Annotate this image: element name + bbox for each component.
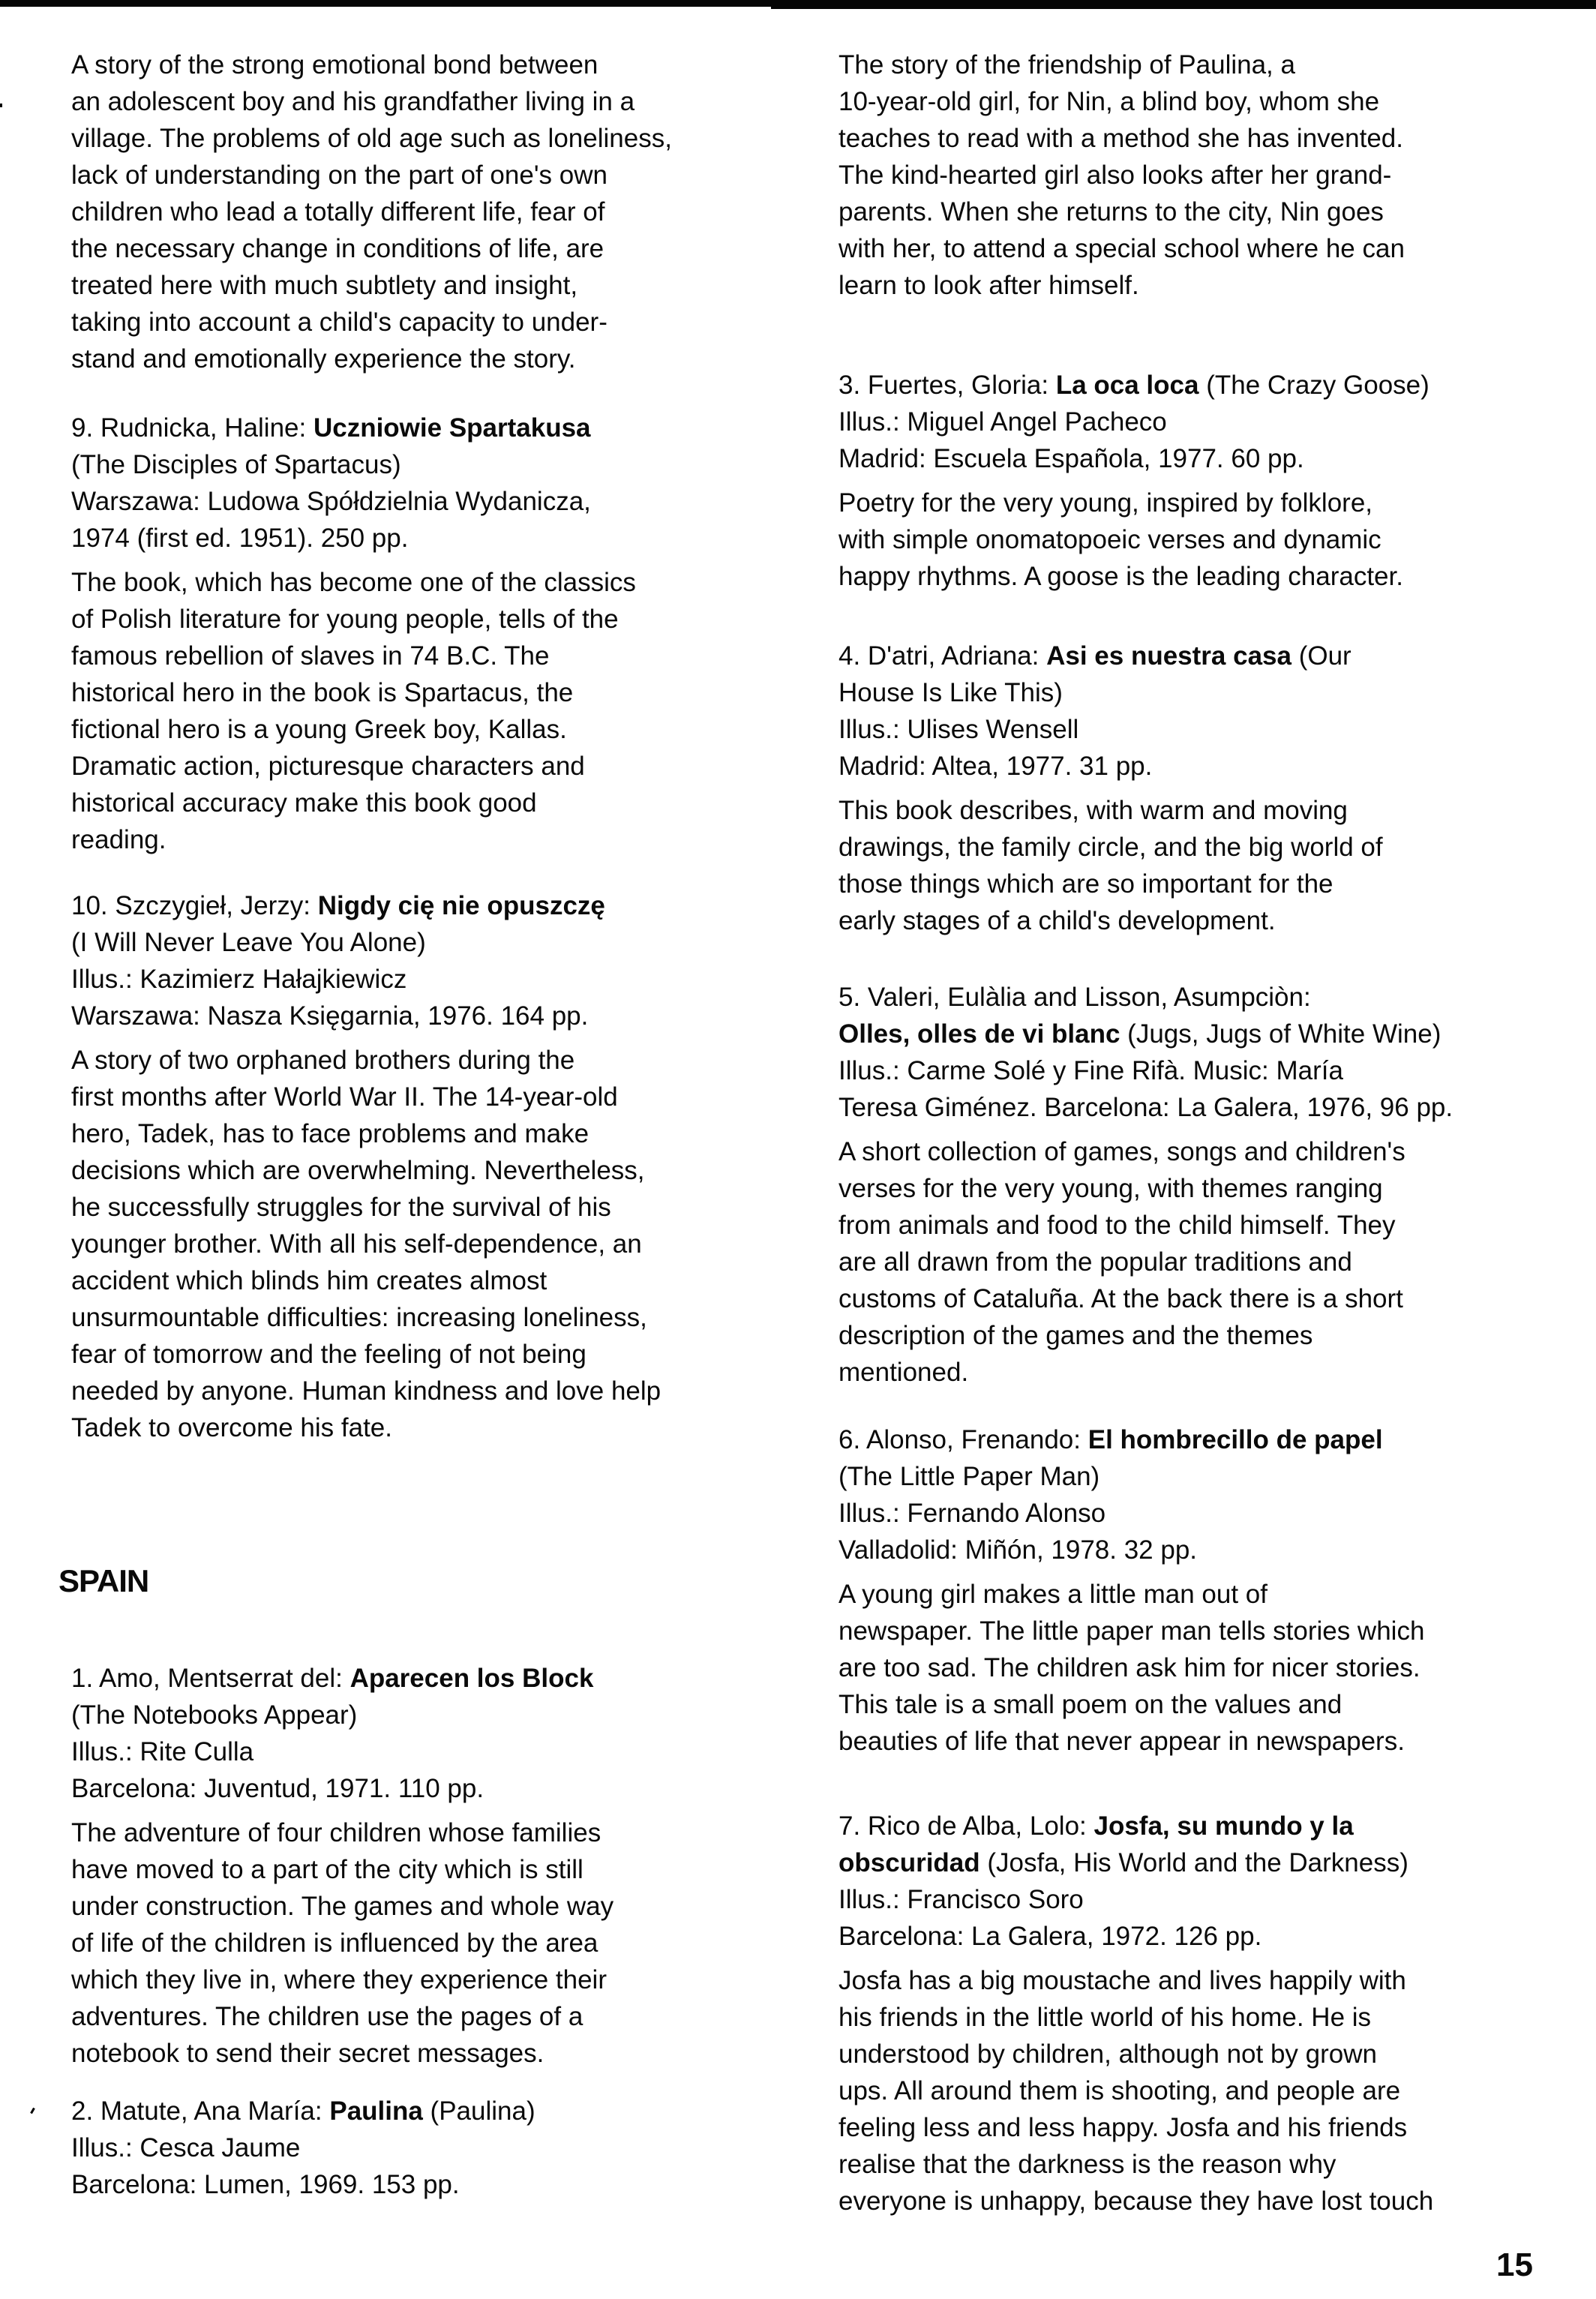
text-line: those things which are so important for the xyxy=(838,869,1334,899)
text-line: children who lead a totally different life, fear of xyxy=(71,197,605,227)
text-line: Dramatic action, picturesque characters and xyxy=(71,752,585,781)
entry-line: (The Notebooks Appear) xyxy=(71,1700,358,1730)
entry-line: Illus.: Fernando Alonso xyxy=(838,1499,1106,1528)
entry-line: Warszawa: Ludowa Spółdzielnia Wydanicza, xyxy=(71,487,591,516)
text-line: learn to look after himself. xyxy=(838,271,1139,300)
text-line: taking into account a child's capacity to under- xyxy=(71,308,608,337)
text-line: A young girl makes a little man out of xyxy=(838,1580,1268,1609)
text-line: his friends in the little world of his home. He is xyxy=(838,2003,1372,2032)
text-line: accident which blinds him creates almost xyxy=(71,1266,548,1295)
text-line: historical hero in the book is Spartacus, the xyxy=(71,678,574,707)
text-line: 10-year-old girl, for Nin, a blind boy, whom she xyxy=(838,87,1380,116)
entry-author: 4. D'atri, Adriana: xyxy=(838,641,1047,671)
text-line: happy rhythms. A goose is the leading character. xyxy=(838,562,1403,591)
text-line: are too sad. The children ask him for nicer stories. xyxy=(838,1653,1420,1682)
text-line: from animals and food to the child himself. They xyxy=(838,1211,1396,1240)
text-line: customs of Cataluña. At the back there is a short xyxy=(838,1284,1403,1313)
entry-heading xyxy=(71,887,791,924)
entry-title: Aparecen los Block xyxy=(350,1664,594,1693)
text-line: fear of tomorrow and the feeling of not being xyxy=(71,1340,586,1369)
text-line: of life of the children is influenced by the area xyxy=(71,1928,598,1958)
entry-author: 9. Rudnicka, Haline: xyxy=(71,413,314,443)
text-line: description of the games and the themes xyxy=(838,1321,1313,1350)
spain-entry-6 xyxy=(838,1421,1558,1760)
text-line: which they live in, where they experience their xyxy=(71,1965,607,1994)
text-line: are all drawn from the popular traditions and xyxy=(838,1247,1352,1277)
spain-entry-2 xyxy=(71,2093,791,2203)
text-line: newspaper. The little paper man tells stories which xyxy=(838,1616,1425,1646)
text-line: village. The problems of old age such as loneliness, xyxy=(71,124,672,153)
entry-line: Illus.: Francisco Soro xyxy=(838,1885,1084,1914)
entry-title-translation: (Our xyxy=(1291,641,1352,671)
text-line: treated here with much subtlety and insight, xyxy=(71,271,578,300)
text-line: ups. All around them is shooting, and people are xyxy=(838,2076,1401,2105)
text-line: The adventure of four children whose families xyxy=(71,1818,602,1847)
text-line: This book describes, with warm and moving xyxy=(838,796,1348,825)
text-line: feeling less and less happy. Josfa and his friends xyxy=(838,2113,1408,2142)
text-line: he successfully struggles for the survival of his xyxy=(71,1193,611,1222)
entry-title-line xyxy=(838,1016,1558,1052)
left-intro-paragraph xyxy=(71,47,791,377)
entry-line: Valladolid: Miñón, 1978. 32 pp. xyxy=(838,1535,1198,1565)
entry-heading xyxy=(838,367,1558,404)
spain-entry-5 xyxy=(838,979,1558,1391)
text-line: verses for the very young, with themes ranging xyxy=(838,1174,1383,1203)
text-line: realise that the darkness is the reason why xyxy=(838,2150,1336,2179)
entry-line: Warszawa: Nasza Księgarnia, 1976. 164 pp. xyxy=(71,1001,589,1031)
entry-title: Nigdy cię nie opuszczę xyxy=(317,891,605,920)
entry-title-translation: (Paulina) xyxy=(422,2096,536,2126)
text-line: famous rebellion of slaves in 74 B.C. The xyxy=(71,641,550,671)
entry-title: Paulina xyxy=(329,2096,423,2126)
entry-title-translation: (Jugs, Jugs of White Wine) xyxy=(1120,1019,1442,1049)
text-line: notebook to send their secret messages. xyxy=(71,2039,544,2068)
text-line: mentioned. xyxy=(838,1358,969,1387)
entry-heading: 5. Valeri, Eulàlia and Lisson, Asumpciòn: xyxy=(838,983,1311,1012)
entry-description xyxy=(838,485,1558,595)
entry-line: Illus.: Ulises Wensell xyxy=(838,715,1079,744)
text-line: The kind-hearted girl also looks after her grand- xyxy=(838,161,1392,190)
entry-heading xyxy=(838,1421,1558,1458)
text-line: understood by children, although not by grown xyxy=(838,2039,1377,2069)
entry-heading xyxy=(71,410,791,446)
text-line: younger brother. With all his self-dependence, an xyxy=(71,1229,642,1259)
text-line: early stages of a child's development. xyxy=(838,906,1276,935)
text-line: A story of two orphaned brothers during the xyxy=(71,1046,575,1075)
text-line: stand and emotionally experience the story. xyxy=(71,344,576,374)
spain-entry-3 xyxy=(838,367,1558,595)
entry-title: El hombrecillo de papel xyxy=(1088,1425,1383,1454)
text-line: decisions which are overwhelming. Nevertheless, xyxy=(71,1156,645,1185)
right-intro-paragraph xyxy=(838,47,1558,304)
text-line: Poetry for the very young, inspired by folklore, xyxy=(838,488,1373,518)
entry-line: (The Disciples of Spartacus) xyxy=(71,450,401,479)
text-line: needed by anyone. Human kindness and love help xyxy=(71,1376,662,1406)
section-heading-spain: SPAIN xyxy=(58,1563,149,1598)
entry-line: (The Little Paper Man) xyxy=(838,1462,1100,1491)
entry-line: Illus.: Cesca Jaume xyxy=(71,2133,301,2162)
entry-title: Asi es nuestra casa xyxy=(1046,641,1292,671)
spain-entry-4 xyxy=(838,638,1558,939)
text-line: fictional hero is a young Greek boy, Kallas. xyxy=(71,715,567,744)
text-line: This tale is a small poem on the values and xyxy=(838,1690,1342,1719)
entry-title-translation: (The Crazy Goose) xyxy=(1198,371,1430,400)
text-line: reading. xyxy=(71,825,166,854)
text-line: with her, to attend a special school where he can xyxy=(838,234,1405,263)
text-line: beauties of life that never appear in newspapers. xyxy=(838,1727,1405,1756)
entry-title: Josfa, su mundo y la xyxy=(1094,1811,1354,1841)
entry-title-line xyxy=(838,1844,1558,1881)
text-line: lack of understanding on the part of one's own xyxy=(71,161,608,190)
entry-line: Illus.: Kazimierz Hałajkiewicz xyxy=(71,965,407,994)
entry-heading xyxy=(71,1660,791,1697)
entry-description xyxy=(71,1814,791,2072)
entry-description xyxy=(838,1576,1558,1760)
entry-line: Illus.: Rite Culla xyxy=(71,1737,254,1766)
entry-line: Teresa Giménez. Barcelona: La Galera, 1976, 96 pp. xyxy=(838,1093,1454,1122)
entry-title-translation: (Josfa, His World and the Darkness) xyxy=(980,1848,1408,1877)
entry-description xyxy=(71,1042,791,1446)
entry-10 xyxy=(71,887,791,1446)
text-line: unsurmountable difficulties: increasing loneliness, xyxy=(71,1303,647,1332)
text-line: historical accuracy make this book good xyxy=(71,788,537,818)
entry-heading xyxy=(838,1808,1558,1844)
text-line: A short collection of games, songs and children's xyxy=(838,1137,1406,1166)
text-line: adventures. The children use the pages of a xyxy=(71,2002,584,2031)
entry-line: House Is Like This) xyxy=(838,678,1063,707)
text-line: A story of the strong emotional bond between xyxy=(71,50,598,80)
text-line: Josfa has a big moustache and lives happily with xyxy=(838,1966,1406,1995)
text-line: Tadek to overcome his fate. xyxy=(71,1413,392,1442)
entry-description xyxy=(838,792,1558,939)
entry-line: Illus.: Miguel Angel Pacheco xyxy=(838,407,1167,437)
text-line: The book, which has become one of the classics xyxy=(71,568,636,597)
entry-line: (I Will Never Leave You Alone) xyxy=(71,928,426,957)
text-line: first months after World War II. The 14-year-old xyxy=(71,1082,618,1112)
entry-line: Madrid: Altea, 1977. 31 pp. xyxy=(838,752,1153,781)
text-line: an adolescent boy and his grandfather living in a xyxy=(71,87,635,116)
entry-line: Barcelona: La Galera, 1972. 126 pp. xyxy=(838,1922,1262,1951)
text-line: The story of the friendship of Paulina, a xyxy=(838,50,1295,80)
scan-speck xyxy=(0,104,2,107)
text-line: the necessary change in conditions of life, are xyxy=(71,234,604,263)
entry-title: Olles, olles de vi blanc xyxy=(838,1019,1120,1049)
entry-author: 2. Matute, Ana María: xyxy=(71,2096,330,2126)
page-top-edge xyxy=(0,0,1596,7)
entry-heading xyxy=(838,638,1558,674)
text-line: hero, Tadek, has to face problems and make xyxy=(71,1119,590,1148)
entry-title: La oca loca xyxy=(1055,371,1199,400)
entry-description xyxy=(838,1133,1558,1391)
entry-author: 7. Rico de Alba, Lolo: xyxy=(838,1811,1094,1841)
entry-author: 6. Alonso, Frenando: xyxy=(838,1425,1088,1454)
entry-line: Barcelona: Lumen, 1969. 153 pp. xyxy=(71,2170,460,2199)
text-line: have moved to a part of the city which is still xyxy=(71,1855,584,1884)
entry-9 xyxy=(71,410,791,858)
entry-line: Madrid: Escuela Española, 1977. 60 pp. xyxy=(838,444,1304,473)
entry-description xyxy=(838,1962,1558,2219)
text-line: drawings, the family circle, and the big world of xyxy=(838,833,1383,862)
entry-line: Illus.: Carme Solé y Fine Rifà. Music: María xyxy=(838,1056,1343,1085)
entry-line: 1974 (first ed. 1951). 250 pp. xyxy=(71,524,409,553)
entry-title: Uczniowie Spartakusa xyxy=(313,413,591,443)
entry-heading xyxy=(71,2093,791,2129)
entry-author: 1. Amo, Mentserrat del: xyxy=(71,1664,350,1693)
text-line: of Polish literature for young people, tells of the xyxy=(71,605,619,634)
text-line: teaches to read with a method she has invented. xyxy=(838,124,1403,153)
entry-title-continued: obscuridad xyxy=(838,1848,980,1877)
scan-speck xyxy=(30,2108,35,2114)
page-number: 15 xyxy=(1496,2246,1533,2283)
entry-author: 10. Szczygieł, Jerzy: xyxy=(71,891,318,920)
text-line: under construction. The games and whole way xyxy=(71,1892,614,1921)
entry-description xyxy=(71,564,791,858)
text-line: everyone is unhappy, because they have lost touch xyxy=(838,2186,1434,2216)
text-line: with simple onomatopoeic verses and dynamic xyxy=(838,525,1382,554)
spain-entry-7 xyxy=(838,1808,1558,2219)
entry-line: Barcelona: Juventud, 1971. 110 pp. xyxy=(71,1774,484,1803)
text-line: parents. When she returns to the city, Nin goes xyxy=(838,197,1384,227)
spain-entry-1 xyxy=(71,1660,791,2072)
entry-author: 3. Fuertes, Gloria: xyxy=(838,371,1056,400)
